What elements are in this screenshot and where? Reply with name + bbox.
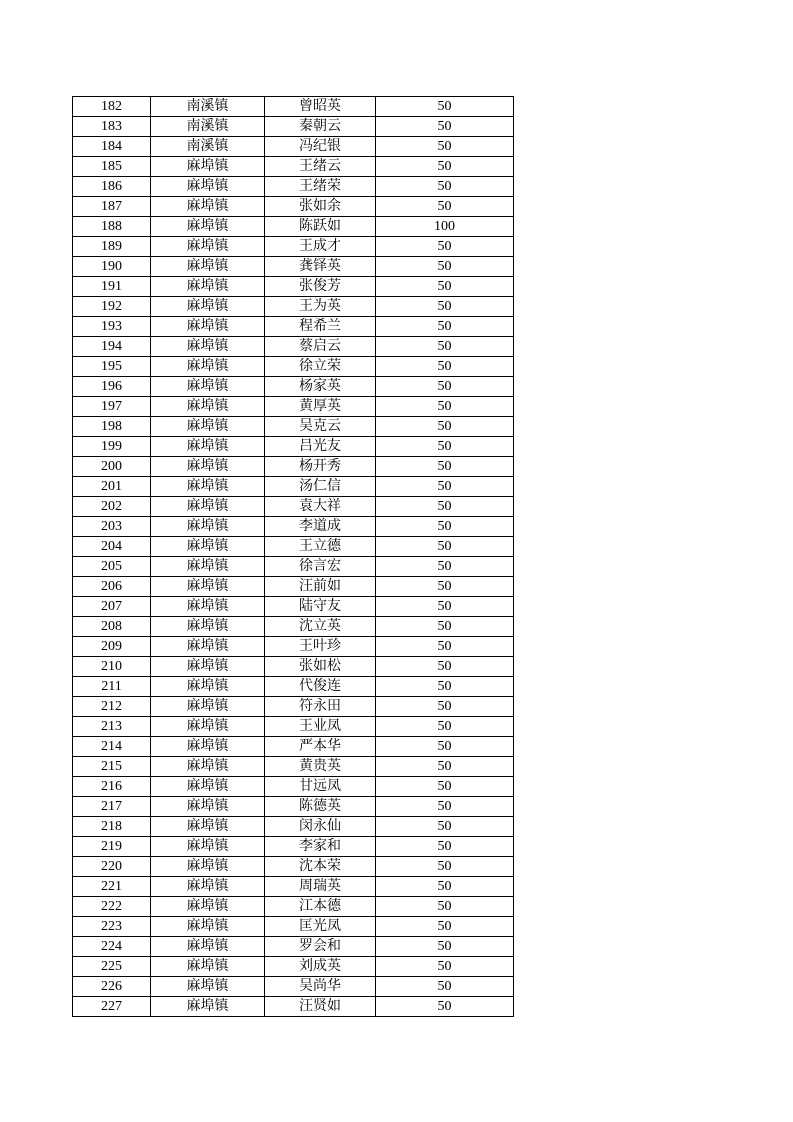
table-row xyxy=(73,877,514,897)
name-cell: 陈德英 xyxy=(265,797,376,817)
row-number-cell: 226 xyxy=(73,977,151,997)
row-number-cell: 197 xyxy=(73,397,151,417)
town-cell: 南溪镇 xyxy=(151,97,265,117)
town-cell: 麻埠镇 xyxy=(151,757,265,777)
name-cell: 张俊芳 xyxy=(265,277,376,297)
name-cell: 王成才 xyxy=(265,237,376,257)
name-cell: 沈本荣 xyxy=(265,857,376,877)
name-cell: 蔡启云 xyxy=(265,337,376,357)
table-row xyxy=(73,237,514,257)
table-row xyxy=(73,137,514,157)
town-cell: 麻埠镇 xyxy=(151,157,265,177)
row-number-cell: 217 xyxy=(73,797,151,817)
name-cell: 吴尚华 xyxy=(265,977,376,997)
row-number-cell: 208 xyxy=(73,617,151,637)
town-cell: 麻埠镇 xyxy=(151,457,265,477)
table-row xyxy=(73,277,514,297)
name-cell: 江本德 xyxy=(265,897,376,917)
amount-cell: 50 xyxy=(376,157,514,177)
row-number-cell: 209 xyxy=(73,637,151,657)
amount-cell: 50 xyxy=(376,597,514,617)
table-row xyxy=(73,697,514,717)
row-number-cell: 193 xyxy=(73,317,151,337)
table-row xyxy=(73,317,514,337)
amount-cell: 50 xyxy=(376,457,514,477)
town-cell: 麻埠镇 xyxy=(151,677,265,697)
data-table xyxy=(72,96,514,1017)
amount-cell: 50 xyxy=(376,757,514,777)
town-cell: 麻埠镇 xyxy=(151,317,265,337)
row-number-cell: 220 xyxy=(73,857,151,877)
table-row xyxy=(73,977,514,997)
amount-cell: 50 xyxy=(376,237,514,257)
amount-cell: 50 xyxy=(376,957,514,977)
row-number-cell: 211 xyxy=(73,677,151,697)
name-cell: 罗会和 xyxy=(265,937,376,957)
town-cell: 麻埠镇 xyxy=(151,257,265,277)
town-cell: 麻埠镇 xyxy=(151,377,265,397)
row-number-cell: 195 xyxy=(73,357,151,377)
table-row xyxy=(73,757,514,777)
name-cell: 李家和 xyxy=(265,837,376,857)
amount-cell: 50 xyxy=(376,777,514,797)
table-row xyxy=(73,617,514,637)
table-row xyxy=(73,177,514,197)
amount-cell: 50 xyxy=(376,97,514,117)
town-cell: 麻埠镇 xyxy=(151,477,265,497)
table-row xyxy=(73,297,514,317)
table-row xyxy=(73,677,514,697)
table-row xyxy=(73,717,514,737)
amount-cell: 50 xyxy=(376,897,514,917)
amount-cell: 50 xyxy=(376,397,514,417)
town-cell: 麻埠镇 xyxy=(151,177,265,197)
name-cell: 程希兰 xyxy=(265,317,376,337)
name-cell: 代俊连 xyxy=(265,677,376,697)
amount-cell: 50 xyxy=(376,717,514,737)
amount-cell: 50 xyxy=(376,577,514,597)
town-cell: 麻埠镇 xyxy=(151,417,265,437)
table-row xyxy=(73,817,514,837)
row-number-cell: 215 xyxy=(73,757,151,777)
table-row xyxy=(73,397,514,417)
name-cell: 沈立英 xyxy=(265,617,376,637)
row-number-cell: 222 xyxy=(73,897,151,917)
town-cell: 麻埠镇 xyxy=(151,217,265,237)
town-cell: 麻埠镇 xyxy=(151,577,265,597)
table-row xyxy=(73,477,514,497)
amount-cell: 50 xyxy=(376,657,514,677)
name-cell: 王为英 xyxy=(265,297,376,317)
amount-cell: 50 xyxy=(376,517,514,537)
amount-cell: 50 xyxy=(376,537,514,557)
table-row xyxy=(73,357,514,377)
town-cell: 麻埠镇 xyxy=(151,897,265,917)
town-cell: 麻埠镇 xyxy=(151,517,265,537)
row-number-cell: 191 xyxy=(73,277,151,297)
town-cell: 麻埠镇 xyxy=(151,877,265,897)
table-row xyxy=(73,797,514,817)
town-cell: 南溪镇 xyxy=(151,117,265,137)
table-row xyxy=(73,117,514,137)
amount-cell: 50 xyxy=(376,357,514,377)
town-cell: 麻埠镇 xyxy=(151,637,265,657)
row-number-cell: 183 xyxy=(73,117,151,137)
town-cell: 麻埠镇 xyxy=(151,957,265,977)
table-row xyxy=(73,457,514,477)
amount-cell: 50 xyxy=(376,817,514,837)
table-body xyxy=(73,97,514,1017)
row-number-cell: 221 xyxy=(73,877,151,897)
row-number-cell: 218 xyxy=(73,817,151,837)
town-cell: 麻埠镇 xyxy=(151,537,265,557)
name-cell: 刘成英 xyxy=(265,957,376,977)
town-cell: 麻埠镇 xyxy=(151,497,265,517)
row-number-cell: 202 xyxy=(73,497,151,517)
table-row xyxy=(73,937,514,957)
name-cell: 王叶珍 xyxy=(265,637,376,657)
amount-cell: 50 xyxy=(376,637,514,657)
row-number-cell: 199 xyxy=(73,437,151,457)
table-row xyxy=(73,637,514,657)
name-cell: 符永田 xyxy=(265,697,376,717)
amount-cell: 50 xyxy=(376,197,514,217)
table-row xyxy=(73,537,514,557)
row-number-cell: 210 xyxy=(73,657,151,677)
row-number-cell: 188 xyxy=(73,217,151,237)
row-number-cell: 224 xyxy=(73,937,151,957)
amount-cell: 50 xyxy=(376,477,514,497)
town-cell: 麻埠镇 xyxy=(151,737,265,757)
table-row xyxy=(73,857,514,877)
amount-cell: 50 xyxy=(376,677,514,697)
name-cell: 闵永仙 xyxy=(265,817,376,837)
town-cell: 南溪镇 xyxy=(151,137,265,157)
name-cell: 严本华 xyxy=(265,737,376,757)
name-cell: 杨家英 xyxy=(265,377,376,397)
name-cell: 曾昭英 xyxy=(265,97,376,117)
amount-cell: 50 xyxy=(376,277,514,297)
table-row xyxy=(73,557,514,577)
name-cell: 陈跃如 xyxy=(265,217,376,237)
name-cell: 王绪云 xyxy=(265,157,376,177)
name-cell: 汪前如 xyxy=(265,577,376,597)
row-number-cell: 186 xyxy=(73,177,151,197)
town-cell: 麻埠镇 xyxy=(151,937,265,957)
town-cell: 麻埠镇 xyxy=(151,617,265,637)
row-number-cell: 189 xyxy=(73,237,151,257)
table-row xyxy=(73,337,514,357)
amount-cell: 50 xyxy=(376,837,514,857)
table-row xyxy=(73,957,514,977)
amount-cell: 50 xyxy=(376,317,514,337)
amount-cell: 100 xyxy=(376,217,514,237)
table-row xyxy=(73,157,514,177)
row-number-cell: 192 xyxy=(73,297,151,317)
name-cell: 杨开秀 xyxy=(265,457,376,477)
row-number-cell: 206 xyxy=(73,577,151,597)
town-cell: 麻埠镇 xyxy=(151,777,265,797)
name-cell: 袁大祥 xyxy=(265,497,376,517)
table-row xyxy=(73,897,514,917)
amount-cell: 50 xyxy=(376,377,514,397)
name-cell: 徐言宏 xyxy=(265,557,376,577)
name-cell: 王业凤 xyxy=(265,717,376,737)
name-cell: 李道成 xyxy=(265,517,376,537)
name-cell: 张如余 xyxy=(265,197,376,217)
name-cell: 张如松 xyxy=(265,657,376,677)
table-row xyxy=(73,197,514,217)
row-number-cell: 203 xyxy=(73,517,151,537)
name-cell: 陆守友 xyxy=(265,597,376,617)
name-cell: 徐立荣 xyxy=(265,357,376,377)
table-row xyxy=(73,917,514,937)
amount-cell: 50 xyxy=(376,917,514,937)
town-cell: 麻埠镇 xyxy=(151,717,265,737)
row-number-cell: 219 xyxy=(73,837,151,857)
amount-cell: 50 xyxy=(376,617,514,637)
row-number-cell: 212 xyxy=(73,697,151,717)
town-cell: 麻埠镇 xyxy=(151,337,265,357)
name-cell: 汤仁信 xyxy=(265,477,376,497)
table-row xyxy=(73,737,514,757)
table-row xyxy=(73,657,514,677)
town-cell: 麻埠镇 xyxy=(151,237,265,257)
name-cell: 王绪荣 xyxy=(265,177,376,197)
amount-cell: 50 xyxy=(376,297,514,317)
row-number-cell: 201 xyxy=(73,477,151,497)
town-cell: 麻埠镇 xyxy=(151,997,265,1017)
amount-cell: 50 xyxy=(376,137,514,157)
amount-cell: 50 xyxy=(376,997,514,1017)
row-number-cell: 223 xyxy=(73,917,151,937)
name-cell: 龚铎英 xyxy=(265,257,376,277)
amount-cell: 50 xyxy=(376,557,514,577)
town-cell: 麻埠镇 xyxy=(151,797,265,817)
amount-cell: 50 xyxy=(376,737,514,757)
row-number-cell: 225 xyxy=(73,957,151,977)
town-cell: 麻埠镇 xyxy=(151,697,265,717)
amount-cell: 50 xyxy=(376,937,514,957)
town-cell: 麻埠镇 xyxy=(151,357,265,377)
name-cell: 吴克云 xyxy=(265,417,376,437)
name-cell: 黄贵英 xyxy=(265,757,376,777)
row-number-cell: 184 xyxy=(73,137,151,157)
amount-cell: 50 xyxy=(376,417,514,437)
amount-cell: 50 xyxy=(376,697,514,717)
amount-cell: 50 xyxy=(376,437,514,457)
row-number-cell: 205 xyxy=(73,557,151,577)
town-cell: 麻埠镇 xyxy=(151,437,265,457)
town-cell: 麻埠镇 xyxy=(151,297,265,317)
town-cell: 麻埠镇 xyxy=(151,397,265,417)
name-cell: 周瑞英 xyxy=(265,877,376,897)
row-number-cell: 194 xyxy=(73,337,151,357)
name-cell: 秦朝云 xyxy=(265,117,376,137)
town-cell: 麻埠镇 xyxy=(151,597,265,617)
row-number-cell: 185 xyxy=(73,157,151,177)
row-number-cell: 207 xyxy=(73,597,151,617)
row-number-cell: 196 xyxy=(73,377,151,397)
amount-cell: 50 xyxy=(376,877,514,897)
amount-cell: 50 xyxy=(376,117,514,137)
row-number-cell: 187 xyxy=(73,197,151,217)
row-number-cell: 213 xyxy=(73,717,151,737)
table-row xyxy=(73,97,514,117)
table-row xyxy=(73,257,514,277)
name-cell: 冯纪银 xyxy=(265,137,376,157)
amount-cell: 50 xyxy=(376,797,514,817)
amount-cell: 50 xyxy=(376,497,514,517)
table-row xyxy=(73,497,514,517)
table-row xyxy=(73,217,514,237)
row-number-cell: 200 xyxy=(73,457,151,477)
table-row xyxy=(73,837,514,857)
row-number-cell: 182 xyxy=(73,97,151,117)
town-cell: 麻埠镇 xyxy=(151,817,265,837)
name-cell: 黄厚英 xyxy=(265,397,376,417)
amount-cell: 50 xyxy=(376,857,514,877)
table-row xyxy=(73,437,514,457)
name-cell: 吕光友 xyxy=(265,437,376,457)
row-number-cell: 190 xyxy=(73,257,151,277)
amount-cell: 50 xyxy=(376,257,514,277)
amount-cell: 50 xyxy=(376,977,514,997)
town-cell: 麻埠镇 xyxy=(151,657,265,677)
name-cell: 汪贤如 xyxy=(265,997,376,1017)
row-number-cell: 227 xyxy=(73,997,151,1017)
name-cell: 王立德 xyxy=(265,537,376,557)
row-number-cell: 216 xyxy=(73,777,151,797)
row-number-cell: 214 xyxy=(73,737,151,757)
town-cell: 麻埠镇 xyxy=(151,277,265,297)
table-row xyxy=(73,997,514,1017)
table-row xyxy=(73,377,514,397)
town-cell: 麻埠镇 xyxy=(151,837,265,857)
town-cell: 麻埠镇 xyxy=(151,857,265,877)
table-row xyxy=(73,517,514,537)
town-cell: 麻埠镇 xyxy=(151,977,265,997)
table-row xyxy=(73,577,514,597)
table-row xyxy=(73,777,514,797)
row-number-cell: 204 xyxy=(73,537,151,557)
amount-cell: 50 xyxy=(376,177,514,197)
name-cell: 匡光凤 xyxy=(265,917,376,937)
amount-cell: 50 xyxy=(376,337,514,357)
name-cell: 甘远凤 xyxy=(265,777,376,797)
table-row xyxy=(73,597,514,617)
table-row xyxy=(73,417,514,437)
town-cell: 麻埠镇 xyxy=(151,917,265,937)
row-number-cell: 198 xyxy=(73,417,151,437)
town-cell: 麻埠镇 xyxy=(151,557,265,577)
town-cell: 麻埠镇 xyxy=(151,197,265,217)
